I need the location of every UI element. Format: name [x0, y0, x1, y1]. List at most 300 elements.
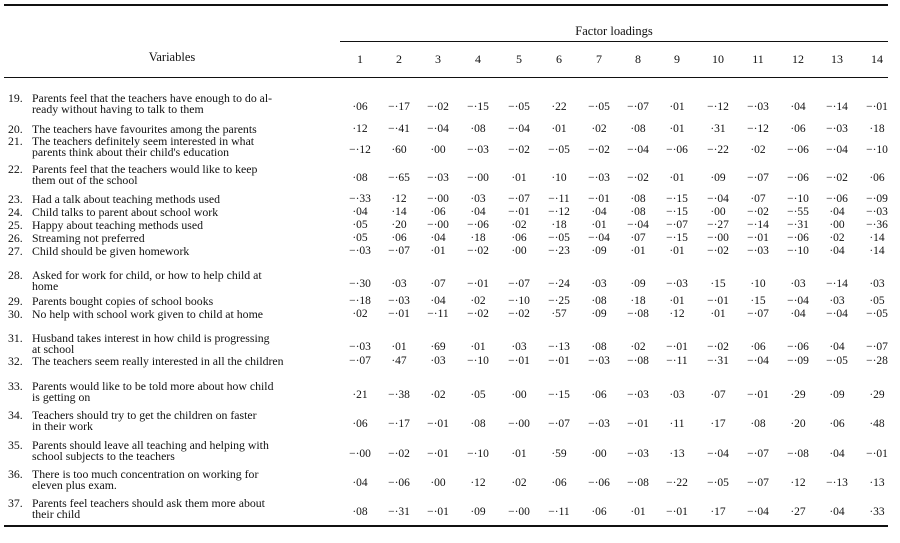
loading-cell-factor-10: −·12	[707, 101, 729, 113]
loading-cell-factor-8: −·02	[627, 172, 649, 184]
variable-number: 28.	[8, 268, 23, 282]
variable-number: 21.	[8, 134, 23, 148]
loading-cell-factor-2: −·31	[388, 506, 410, 518]
factor-column-6: 6	[556, 52, 562, 66]
loading-cell-factor-4: ·02	[470, 295, 486, 307]
loading-cell-factor-7: ·08	[591, 341, 607, 353]
loading-cell-factor-2: ·03	[391, 278, 407, 290]
loading-cell-factor-5: ·01	[511, 172, 527, 184]
loading-cell-factor-11: −·07	[747, 308, 769, 320]
loading-cell-factor-11: ·02	[750, 144, 766, 156]
loading-cell-factor-8: ·09	[630, 278, 646, 290]
variable-text: Child should be given homework	[32, 244, 190, 258]
loading-cell-factor-8: ·02	[630, 341, 646, 353]
loading-cell-factor-1: −·07	[349, 355, 371, 367]
loading-cell-factor-8: −·04	[627, 144, 649, 156]
loading-cell-factor-4: ·18	[470, 232, 486, 244]
loading-cell-factor-11: −·14	[747, 219, 769, 231]
loading-cell-factor-10: −·00	[707, 232, 729, 244]
loading-cell-factor-11: ·06	[750, 341, 766, 353]
loading-cell-factor-3: −·00	[427, 219, 449, 231]
loading-cell-factor-14: ·06	[869, 172, 885, 184]
variable-label-continuation	[8, 509, 340, 520]
loading-cell-factor-8: −·08	[627, 477, 649, 489]
variable-number: 27.	[8, 244, 23, 258]
factor-column-8: 8	[635, 52, 641, 66]
loading-cell-factor-2: ·60	[391, 144, 407, 156]
loading-cell-factor-5: −·00	[508, 418, 530, 430]
loading-cell-factor-7: −·06	[588, 477, 610, 489]
variable-label-continuation	[8, 281, 340, 292]
loading-cell-factor-6: −·11	[548, 193, 570, 205]
variable-text: Child talks to parent about school work	[32, 205, 219, 219]
factor-column-3: 3	[435, 52, 441, 66]
loading-cell-factor-8: ·08	[630, 193, 646, 205]
loading-cell-factor-7: −·03	[588, 418, 610, 430]
loading-cell-factor-3: ·00	[430, 477, 446, 489]
loading-cell-factor-3: −·01	[427, 418, 449, 430]
loading-cell-factor-7: −·03	[588, 355, 610, 367]
loading-cell-factor-12: −·31	[787, 219, 809, 231]
loading-cell-factor-11: ·10	[750, 278, 766, 290]
loading-cell-factor-11: −·02	[747, 206, 769, 218]
loading-cell-factor-10: −·31	[707, 355, 729, 367]
loading-cell-factor-9: −·01	[666, 341, 688, 353]
loading-cell-factor-4: −·02	[467, 308, 489, 320]
table-row	[0, 440, 900, 464]
loading-cell-factor-12: −·06	[787, 144, 809, 156]
loading-cell-factor-7: −·02	[588, 144, 610, 156]
loading-cell-factor-3: ·01	[430, 245, 446, 257]
loading-cell-factor-14: ·14	[869, 245, 885, 257]
loading-cell-factor-2: −·07	[388, 245, 410, 257]
loading-cell-factor-12: −·06	[787, 232, 809, 244]
loading-cell-factor-5: −·02	[508, 308, 530, 320]
loading-cell-factor-11: −·04	[747, 355, 769, 367]
loading-cell-factor-2: −·03	[388, 295, 410, 307]
loading-cell-factor-9: −·11	[666, 355, 688, 367]
loading-cell-factor-13: −·05	[826, 355, 848, 367]
loading-cell-factor-2: ·20	[391, 219, 407, 231]
loading-cell-factor-5: −·02	[508, 144, 530, 156]
loading-cell-factor-6: ·10	[551, 172, 567, 184]
loading-cell-factor-3: ·07	[430, 278, 446, 290]
loading-cell-factor-12: ·12	[790, 477, 806, 489]
loading-cell-factor-12: −·04	[787, 295, 809, 307]
loading-cell-factor-7: ·09	[591, 308, 607, 320]
loading-cell-factor-6: ·59	[551, 448, 567, 460]
variable-label-continuation	[8, 421, 340, 432]
loading-cell-factor-10: ·00	[710, 206, 726, 218]
variable-label	[8, 194, 340, 205]
loading-cell-factor-9: −·15	[666, 193, 688, 205]
loading-cell-factor-8: −·01	[627, 418, 649, 430]
loading-cell-factor-1: ·06	[352, 101, 368, 113]
loading-cell-factor-13: −·14	[826, 278, 848, 290]
variable-text: Had a talk about teaching methods used	[32, 192, 221, 206]
loading-cell-factor-9: −·06	[666, 144, 688, 156]
loading-cell-factor-1: ·05	[352, 219, 368, 231]
loading-cell-factor-4: ·03	[470, 193, 486, 205]
loading-cell-factor-7: −·05	[588, 101, 610, 113]
loading-cell-factor-14: ·03	[869, 278, 885, 290]
loading-cell-factor-9: ·01	[669, 101, 685, 113]
loading-cell-factor-8: ·08	[630, 123, 646, 135]
loading-cell-factor-3: −·00	[427, 193, 449, 205]
loading-cell-factor-9: ·11	[669, 418, 685, 430]
loading-cell-factor-1: −·03	[349, 245, 371, 257]
loading-cell-factor-5: −·10	[508, 295, 530, 307]
loading-cell-factor-2: −·06	[388, 477, 410, 489]
variable-label	[8, 233, 340, 244]
variable-text: them out of the school	[32, 173, 138, 187]
variable-label	[8, 309, 340, 320]
variable-number: 29.	[8, 294, 23, 308]
loading-cell-factor-6: −·01	[548, 355, 570, 367]
loading-cell-factor-3: ·03	[430, 355, 446, 367]
loading-cell-factor-3: −·01	[427, 506, 449, 518]
loading-cell-factor-13: −·04	[826, 144, 848, 156]
loading-cell-factor-5: ·03	[511, 341, 527, 353]
table-row	[0, 381, 900, 405]
table-row	[0, 164, 900, 188]
loading-cell-factor-1: ·06	[352, 418, 368, 430]
loading-cell-factor-11: −·07	[747, 172, 769, 184]
factor-column-14: 14	[871, 52, 883, 66]
loading-cell-factor-1: ·08	[352, 506, 368, 518]
loading-cell-factor-12: −·08	[787, 448, 809, 460]
loading-cell-factor-12: ·06	[790, 123, 806, 135]
loading-cell-factor-13: ·04	[829, 245, 845, 257]
variable-number: 31.	[8, 331, 23, 345]
loading-cell-factor-10: ·17	[710, 506, 726, 518]
loading-cell-factor-8: ·08	[630, 206, 646, 218]
loading-cell-factor-6: ·01	[551, 123, 567, 135]
loading-cell-factor-2: −·65	[388, 172, 410, 184]
variable-text: Parents feel that the teachers would like to keep	[32, 162, 258, 176]
loading-cell-factor-10: ·31	[710, 123, 726, 135]
loading-cell-factor-2: −·01	[388, 308, 410, 320]
loading-cell-factor-8: −·08	[627, 308, 649, 320]
loading-cell-factor-1: ·04	[352, 477, 368, 489]
loading-cell-factor-11: −·03	[747, 101, 769, 113]
loading-cell-factor-7: −·04	[588, 232, 610, 244]
loading-cell-factor-8: −·03	[627, 448, 649, 460]
variable-label-continuation	[8, 175, 340, 186]
loading-cell-factor-10: −·05	[707, 477, 729, 489]
variable-text: home	[32, 279, 59, 293]
table-row	[0, 246, 900, 259]
loading-cell-factor-1: ·12	[352, 123, 368, 135]
loading-cell-factor-5: ·02	[511, 219, 527, 231]
loading-cell-factor-6: ·22	[551, 101, 567, 113]
loading-cell-factor-7: ·06	[591, 389, 607, 401]
loading-cell-factor-10: −·22	[707, 144, 729, 156]
loading-cell-factor-8: −·04	[627, 219, 649, 231]
loading-cell-factor-12: ·20	[790, 418, 806, 430]
loading-cell-factor-9: −·01	[666, 506, 688, 518]
loading-cell-factor-12: −·10	[787, 193, 809, 205]
loading-cell-factor-14: −·07	[866, 341, 888, 353]
loading-cell-factor-1: −·12	[349, 144, 371, 156]
variable-number: 37.	[8, 496, 23, 510]
loading-cell-factor-5: −·00	[508, 506, 530, 518]
loading-cell-factor-9: −·22	[666, 477, 688, 489]
table-row	[0, 93, 900, 117]
loading-cell-factor-11: −·03	[747, 245, 769, 257]
loading-cell-factor-12: ·04	[790, 308, 806, 320]
loading-cell-factor-5: ·06	[511, 232, 527, 244]
variable-text: eleven plus exam.	[32, 478, 117, 492]
loading-cell-factor-14: −·36	[866, 219, 888, 231]
loading-cell-factor-6: −·15	[548, 389, 570, 401]
loading-cell-factor-6: −·24	[548, 278, 570, 290]
loading-cell-factor-8: −·07	[627, 101, 649, 113]
loading-cell-factor-11: −·01	[747, 232, 769, 244]
loading-cell-factor-9: ·01	[669, 123, 685, 135]
loading-cell-factor-10: −·02	[707, 245, 729, 257]
loading-cell-factor-13: ·04	[829, 206, 845, 218]
variable-text: The teachers seem really interested in all the children	[32, 354, 284, 368]
variable-text: The teachers have favourites among the parents	[32, 122, 257, 136]
loading-cell-factor-13: −·14	[826, 101, 848, 113]
loading-cell-factor-12: ·04	[790, 101, 806, 113]
loading-cell-factor-12: ·27	[790, 506, 806, 518]
loading-cell-factor-14: −·10	[866, 144, 888, 156]
loading-cell-factor-14: −·01	[866, 448, 888, 460]
variable-label-continuation	[8, 104, 340, 115]
loading-cell-factor-4: −·10	[467, 355, 489, 367]
variable-text: Teachers should try to get the children on faster	[32, 408, 257, 422]
variable-text: Parents would like to be told more about how child	[32, 379, 274, 393]
loading-cell-factor-4: ·05	[470, 389, 486, 401]
table-row	[0, 469, 900, 493]
loading-cell-factor-13: −·06	[826, 193, 848, 205]
loading-cell-factor-14: ·05	[869, 295, 885, 307]
loading-cell-factor-6: −·25	[548, 295, 570, 307]
loading-cell-factor-13: −·03	[826, 123, 848, 135]
loading-cell-factor-9: ·03	[669, 389, 685, 401]
variable-text: at school	[32, 342, 75, 356]
factor-column-5: 5	[516, 52, 522, 66]
loading-cell-factor-1: ·08	[352, 172, 368, 184]
variable-text: Asked for work for child, or how to help child at	[32, 268, 262, 282]
loading-cell-factor-10: −·02	[707, 341, 729, 353]
loading-cell-factor-9: −·15	[666, 232, 688, 244]
loading-cell-factor-5: −·01	[508, 355, 530, 367]
loading-cell-factor-4: −·00	[467, 172, 489, 184]
loading-cell-factor-7: −·03	[588, 172, 610, 184]
loading-cell-factor-4: −·03	[467, 144, 489, 156]
loading-cell-factor-13: ·04	[829, 341, 845, 353]
loading-cell-factor-3: −·02	[427, 101, 449, 113]
loading-cell-factor-4: ·01	[470, 341, 486, 353]
loading-cell-factor-10: −·01	[707, 295, 729, 307]
loading-cell-factor-5: ·00	[511, 389, 527, 401]
loading-cell-factor-4: −·01	[467, 278, 489, 290]
variable-text: school subjects to the teachers	[32, 449, 175, 463]
factor-column-2: 2	[396, 52, 402, 66]
loading-cell-factor-5: −·07	[508, 193, 530, 205]
loading-cell-factor-4: ·08	[470, 123, 486, 135]
variable-number: 32.	[8, 354, 23, 368]
loading-cell-factor-2: −·02	[388, 448, 410, 460]
variable-text: The teachers definitely seem interested in what	[32, 134, 255, 148]
loading-cell-factor-5: ·00	[511, 245, 527, 257]
loading-cell-factor-10: ·01	[710, 308, 726, 320]
variable-text: Parents should leave all teaching and helping with	[32, 438, 269, 452]
variable-text: No help with school work given to child at home	[32, 307, 263, 321]
factor-column-9: 9	[674, 52, 680, 66]
loading-cell-factor-11: −·04	[747, 506, 769, 518]
factor-column-10: 10	[712, 52, 724, 66]
loading-cell-factor-3: ·04	[430, 295, 446, 307]
loading-cell-factor-6: ·18	[551, 219, 567, 231]
table-row	[0, 498, 900, 522]
loading-cell-factor-6: −·05	[548, 144, 570, 156]
loading-cell-factor-12: ·29	[790, 389, 806, 401]
loading-cell-factor-12: −·09	[787, 355, 809, 367]
loading-cell-factor-13: ·09	[829, 389, 845, 401]
loading-cell-factor-12: ·03	[790, 278, 806, 290]
variable-text: Parents feel teachers should ask them more about	[32, 496, 265, 510]
loading-cell-factor-9: −·07	[666, 219, 688, 231]
variable-text: parents think about their child's education	[32, 145, 230, 159]
loading-cell-factor-2: −·17	[388, 101, 410, 113]
loading-cell-factor-7: ·03	[591, 278, 607, 290]
factor-loadings-heading: Factor loadings	[575, 24, 653, 38]
loading-cell-factor-3: ·69	[430, 341, 446, 353]
loading-cell-factor-12: −·10	[787, 245, 809, 257]
loading-cell-factor-5: −·04	[508, 123, 530, 135]
factor-column-13: 13	[831, 52, 843, 66]
loading-cell-factor-3: −·11	[427, 308, 449, 320]
loading-cell-factor-6: ·06	[551, 477, 567, 489]
variable-number: 25.	[8, 218, 23, 232]
loading-cell-factor-13: ·00	[829, 219, 845, 231]
loading-cell-factor-4: −·06	[467, 219, 489, 231]
variable-text: in their work	[32, 419, 93, 433]
variable-label-continuation	[8, 392, 340, 403]
loading-cell-factor-7: ·01	[591, 219, 607, 231]
variable-label	[8, 356, 340, 367]
loading-cell-factor-9: ·01	[669, 295, 685, 307]
loading-cell-factor-2: ·14	[391, 206, 407, 218]
factor-column-7: 7	[596, 52, 602, 66]
loading-cell-factor-7: ·08	[591, 295, 607, 307]
loading-cell-factor-14: −·03	[866, 206, 888, 218]
loading-cell-factor-10: −·27	[707, 219, 729, 231]
variable-number: 20.	[8, 122, 23, 136]
loading-cell-factor-13: −·13	[826, 477, 848, 489]
loading-cell-factor-14: ·13	[869, 477, 885, 489]
loading-cell-factor-8: ·18	[630, 295, 646, 307]
table-row	[0, 309, 900, 322]
variable-label-continuation	[8, 451, 340, 462]
loading-cell-factor-13: −·02	[826, 172, 848, 184]
loading-cell-factor-1: −·00	[349, 448, 371, 460]
loading-cell-factor-2: −·17	[388, 418, 410, 430]
loading-cell-factor-9: ·12	[669, 308, 685, 320]
loading-cell-factor-2: −·38	[388, 389, 410, 401]
loading-cell-factor-1: ·02	[352, 308, 368, 320]
loading-cell-factor-3: ·02	[430, 389, 446, 401]
factor-column-12: 12	[792, 52, 804, 66]
loading-cell-factor-14: −·28	[866, 355, 888, 367]
loading-cell-factor-5: ·01	[511, 448, 527, 460]
loading-cell-factor-4: −·02	[467, 245, 489, 257]
variable-text: Parents feel that the teachers have enough to do al-	[32, 91, 273, 105]
loading-cell-factor-10: ·07	[710, 389, 726, 401]
loading-cell-factor-10: ·17	[710, 418, 726, 430]
loading-cell-factor-14: −·09	[866, 193, 888, 205]
loading-cell-factor-13: ·04	[829, 448, 845, 460]
loading-cell-factor-11: −·01	[747, 389, 769, 401]
loading-cell-factor-2: −·41	[388, 123, 410, 135]
variable-text: Happy about teaching methods used	[32, 218, 204, 232]
loading-cell-factor-4: ·12	[470, 477, 486, 489]
variable-number: 35.	[8, 438, 23, 452]
loading-cell-factor-4: ·08	[470, 418, 486, 430]
loading-cell-factor-8: ·01	[630, 506, 646, 518]
table-row	[0, 356, 900, 369]
loading-cell-factor-8: ·07	[630, 232, 646, 244]
loading-cell-factor-14: ·14	[869, 232, 885, 244]
loading-cell-factor-1: ·21	[352, 389, 368, 401]
loading-cell-factor-5: −·07	[508, 278, 530, 290]
table-row	[0, 136, 900, 160]
loading-cell-factor-3: −·03	[427, 172, 449, 184]
loading-cell-factor-5: −·01	[508, 206, 530, 218]
table-row	[0, 270, 900, 294]
loading-cell-factor-14: ·33	[869, 506, 885, 518]
loading-cell-factor-6: −·12	[548, 206, 570, 218]
variable-text: ready without having to talk to them	[32, 102, 204, 116]
loading-cell-factor-7: ·06	[591, 506, 607, 518]
loading-cell-factor-13: ·02	[829, 232, 845, 244]
loading-cell-factor-1: ·05	[352, 232, 368, 244]
variable-text: their child	[32, 507, 81, 521]
loading-cell-factor-6: −·05	[548, 232, 570, 244]
variable-number: 30.	[8, 307, 23, 321]
loading-cell-factor-14: ·29	[869, 389, 885, 401]
loading-cell-factor-4: −·15	[467, 101, 489, 113]
loading-cell-factor-1: −·30	[349, 278, 371, 290]
loading-cell-factor-13: ·03	[829, 295, 845, 307]
variable-number: 36.	[8, 467, 23, 481]
loading-cell-factor-7: ·00	[591, 448, 607, 460]
loading-cell-factor-9: ·01	[669, 245, 685, 257]
loading-cell-factor-6: −·11	[548, 506, 570, 518]
variable-label	[8, 246, 340, 257]
loading-cell-factor-14: ·48	[869, 418, 885, 430]
loading-cell-factor-6: −·13	[548, 341, 570, 353]
loading-cell-factor-1: −·18	[349, 295, 371, 307]
factor-column-11: 11	[752, 52, 764, 66]
loading-cell-factor-8: ·01	[630, 245, 646, 257]
loading-cell-factor-9: −·03	[666, 278, 688, 290]
variables-heading: Variables	[148, 50, 196, 64]
variable-text: Parents bought copies of school books	[32, 294, 214, 308]
loading-cell-factor-9: ·01	[669, 172, 685, 184]
loading-cell-factor-6: −·23	[548, 245, 570, 257]
variable-text: There is too much concentration on working for	[32, 467, 259, 481]
loading-cell-factor-4: ·04	[470, 206, 486, 218]
loading-cell-factor-11: ·08	[750, 418, 766, 430]
loading-cell-factor-10: −·04	[707, 448, 729, 460]
loading-cell-factor-14: −·01	[866, 101, 888, 113]
loading-cell-factor-12: −·55	[787, 206, 809, 218]
